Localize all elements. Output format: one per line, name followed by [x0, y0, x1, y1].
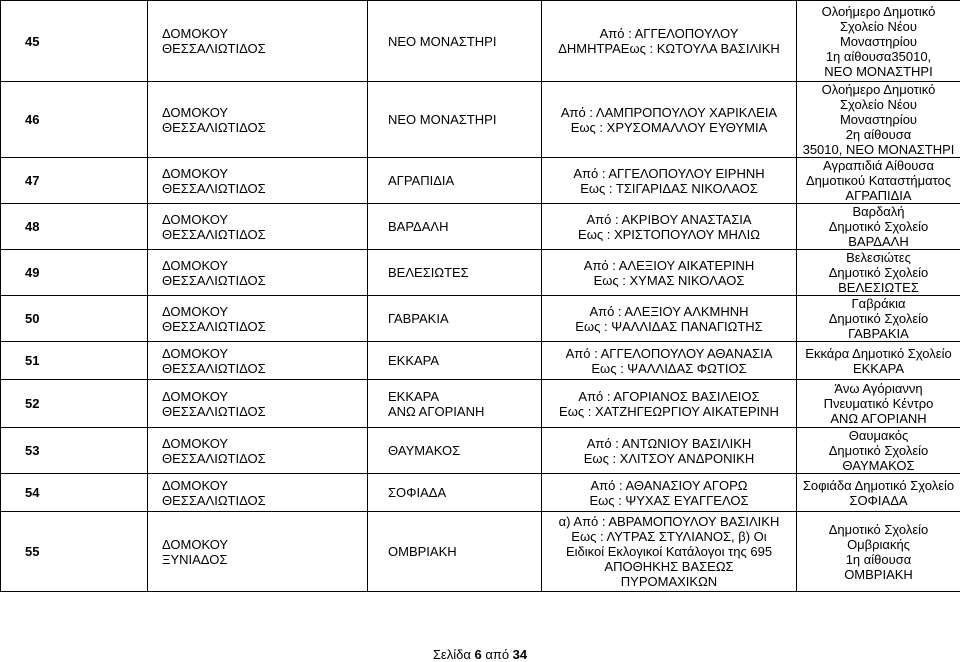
cell-line: ΑΠΟΘΗΚΗΣ ΒΑΣΕΩΣ	[604, 559, 734, 574]
cell-line: ΞΥΝΙΑΔΟΣ	[162, 551, 228, 567]
cell-line: Από : ΑΝΤΩΝΙΟΥ ΒΑΣΙΛΙΚΗ	[586, 435, 752, 451]
cell-line: Εως : ΧΛΙΤΣΟΥ ΑΝΔΡΟΝΙΚΗ	[583, 450, 755, 466]
cell-line: Από : ΑΓΓΕΛΟΠΟΥΛΟΥ ΑΘΑΝΑΣΙΑ	[565, 345, 773, 361]
row-number: 47	[1, 158, 148, 204]
locality-cell	[368, 296, 542, 342]
cell-line: ΘΑΥΜΑΚΟΣ	[388, 443, 461, 458]
voter-range-cell	[542, 158, 797, 204]
voter-range-cell	[542, 250, 797, 296]
locality-cell	[368, 158, 542, 204]
polling-place-cell	[797, 296, 960, 342]
polling-place-cell	[797, 342, 960, 380]
municipality-cell	[148, 204, 368, 250]
cell-line: ΝΕΟ ΜΟΝΑΣΤΗΡΙ	[388, 33, 497, 49]
cell-line: Μοναστηρίου	[839, 112, 918, 127]
row-number: 55	[1, 512, 148, 592]
polling-place-cell	[797, 1, 960, 82]
table-row	[1, 250, 960, 296]
cell-line: ΝΕΟ ΜΟΝΑΣΤΗΡΙ	[388, 112, 497, 127]
cell-line: 1η αίθουσα35010,	[825, 48, 932, 64]
table-row	[1, 1, 960, 82]
voter-range-cell	[542, 296, 797, 342]
cell-line: Μοναστηρίου	[839, 33, 918, 49]
cell-line: ΔΟΜΟΚΟΥ	[162, 211, 229, 227]
cell-line: ΠΥΡΟΜΑΧΙΚΩΝ	[620, 574, 718, 589]
table-row	[1, 342, 960, 380]
polling-place-cell	[797, 474, 960, 512]
table-row	[1, 428, 960, 474]
row-number: 45	[1, 1, 148, 82]
cell-line: ΑΓΡΑΠΙΔΙΑ	[845, 188, 912, 203]
locality-cell	[368, 428, 542, 474]
cell-line: Από : ΑΚΡΙΒΟΥ ΑΝΑΣΤΑΣΙΑ	[586, 211, 752, 227]
municipality-cell	[148, 512, 368, 592]
cell-line: 35010, ΝΕΟ ΜΟΝΑΣΤΗΡΙ	[802, 142, 955, 157]
cell-line: Από : ΑΘΑΝΑΣΙΟΥ ΑΓΟΡΩ	[590, 477, 748, 493]
cell-line: ΘΕΣΣΑΛΙΩΤΙΔΟΣ	[162, 41, 266, 56]
cell-line: ΑΝΩ ΑΓΟΡΙΑΝΗ	[388, 403, 485, 419]
table-row	[1, 204, 960, 250]
cell-line: ΘΕΣΣΑΛΙΩΤΙΔΟΣ	[162, 403, 266, 419]
cell-line: α) Από : ΑΒΡΑΜΟΠΟΥΛΟΥ ΒΑΣΙΛΙΚΗ	[558, 514, 780, 529]
footer-current-page: 6	[474, 647, 482, 662]
cell-line: Ολοήμερο Δημοτικό	[821, 82, 936, 97]
cell-line: Από : ΛΑΜΠΡΟΠΟΥΛΟΥ ΧΑΡΙΚΛΕΙΑ	[560, 104, 778, 120]
cell-line: Εως : ΨΑΛΛΙΔΑΣ ΦΩΤΙΟΣ	[591, 360, 747, 376]
cell-line: ΘΕΣΣΑΛΙΩΤΙΔΟΣ	[162, 226, 266, 242]
cell-line: ΔΗΜΗΤΡΑΕως : ΚΩΤΟΥΛΑ ΒΑΣΙΛΙΚΗ	[558, 41, 780, 56]
cell-line: ΑΓΡΑΠΙΔΙΑ	[388, 173, 455, 188]
voter-range-cell	[542, 342, 797, 380]
cell-line: Εως : ΤΣΙΓΑΡΙΔΑΣ ΝΙΚΟΛΑΟΣ	[580, 180, 758, 196]
locality-cell	[368, 1, 542, 82]
polling-place-cell	[797, 158, 960, 204]
table-row	[1, 296, 960, 342]
footer-total-pages: 34	[512, 647, 528, 662]
cell-line: Εως : ΧΡΥΣΟΜΑΛΛΟΥ ΕΥΘΥΜΙΑ	[570, 119, 768, 135]
municipality-cell	[148, 428, 368, 474]
cell-line: ΒΑΡΔΑΛΗ	[388, 219, 449, 234]
polling-place-cell	[797, 204, 960, 250]
cell-line: ΔΟΜΟΚΟΥ	[162, 165, 229, 181]
cell-line: ΣΟΦΙΑΔΑ	[388, 485, 447, 500]
cell-line: Από : ΑΓΓΕΛΟΠΟΥΛΟΥ	[599, 26, 739, 41]
table-row	[1, 380, 960, 428]
locality-cell	[368, 474, 542, 512]
cell-line: ΟΜΒΡΙΑΚΗ	[388, 544, 457, 559]
cell-line: Πνευματικό Κέντρο	[823, 396, 934, 411]
cell-line: Εως : ΛΥΤΡΑΣ ΣΤΥΛΙΑΝΟΣ, β) Οι	[571, 529, 767, 544]
municipality-cell	[148, 296, 368, 342]
cell-line: Εως : ΧΡΙΣΤΟΠΟΥΛΟΥ ΜΗΛΙΩ	[578, 226, 760, 242]
cell-line: ΒΕΛΕΣΙΩΤΕΣ	[838, 280, 919, 295]
cell-line: ΔΟΜΟΚΟΥ	[162, 257, 229, 273]
cell-line: ΘΕΣΣΑΛΙΩΤΙΔΟΣ	[162, 318, 266, 334]
cell-line: Ολοήμερο Δημοτικό	[821, 3, 936, 19]
cell-line: Αγραπιδιά Αίθουσα	[823, 158, 934, 173]
row-number: 54	[1, 474, 148, 512]
cell-line: Θαυμακός	[848, 428, 909, 443]
cell-line: ΔΟΜΟΚΟΥ	[162, 26, 229, 41]
voter-range-cell	[542, 204, 797, 250]
cell-line: Εως : ΧΥΜΑΣ ΝΙΚΟΛΑΟΣ	[593, 272, 745, 288]
cell-line: Εως : ΨΑΛΛΙΔΑΣ ΠΑΝΑΓΙΩΤΗΣ	[575, 318, 763, 334]
cell-line: ΘΕΣΣΑΛΙΩΤΙΔΟΣ	[162, 119, 266, 135]
footer-middle: από	[485, 647, 510, 662]
voter-range-cell	[542, 512, 797, 592]
municipality-cell	[148, 250, 368, 296]
cell-line: 2η αίθουσα	[845, 127, 912, 142]
cell-line: ΓΑΒΡΑΚΙΑ	[388, 311, 449, 326]
cell-line: Ειδικοί Εκλογικοί Κατάλογοι της 695	[565, 544, 773, 559]
municipality-cell	[148, 342, 368, 380]
locality-cell	[368, 204, 542, 250]
row-number: 49	[1, 250, 148, 296]
cell-line: Άνω Αγόριαννη	[834, 381, 923, 396]
voter-range-cell	[542, 82, 797, 158]
cell-line: ΕΚΚΑΡΑ	[388, 388, 440, 404]
cell-line: ΘΕΣΣΑΛΙΩΤΙΔΟΣ	[162, 180, 266, 196]
cell-line: Από : ΑΛΕΞΙΟΥ ΑΛΚΜΗΝΗ	[589, 303, 749, 319]
polling-place-cell	[797, 380, 960, 428]
municipality-cell	[148, 1, 368, 82]
cell-line: Σχολείο Νέου	[839, 18, 918, 34]
row-number: 50	[1, 296, 148, 342]
cell-line: ΘΕΣΣΑΛΙΩΤΙΔΟΣ	[162, 450, 266, 466]
cell-line: ΘΑΥΜΑΚΟΣ	[842, 458, 915, 473]
cell-line: ΒΑΡΔΑΛΗ	[848, 234, 909, 249]
cell-line: 1η αίθουσα	[845, 551, 912, 567]
voter-range-cell	[542, 1, 797, 82]
locality-cell	[368, 380, 542, 428]
cell-line: Βαρδαλή	[852, 204, 905, 219]
row-number: 52	[1, 380, 148, 428]
polling-place-cell	[797, 82, 960, 158]
locality-cell	[368, 342, 542, 380]
cell-line: ΔΟΜΟΚΟΥ	[162, 477, 229, 493]
cell-line: Από : ΑΓΟΡΙΑΝΟΣ ΒΑΣΙΛΕΙΟΣ	[578, 388, 760, 404]
cell-line: Δημοτικό Σχολείο	[828, 443, 929, 458]
cell-line: ΣΟΦΙΑΔΑ	[849, 492, 908, 508]
row-number: 51	[1, 342, 148, 380]
cell-line: Εκκάρα Δημοτικό Σχολείο	[805, 345, 952, 361]
cell-line: Δημοτικό Σχολείο	[828, 311, 929, 326]
cell-line: Από : ΑΓΓΕΛΟΠΟΥΛΟΥ ΕΙΡΗΝΗ	[573, 165, 765, 181]
page-footer	[0, 647, 960, 662]
cell-line: ΔΟΜΟΚΟΥ	[162, 388, 229, 404]
row-number: 46	[1, 82, 148, 158]
table-row	[1, 474, 960, 512]
municipality-cell	[148, 158, 368, 204]
cell-line: Δημοτικό Σχολείο	[828, 521, 929, 537]
cell-line: Δημοτικού Καταστήματος	[805, 173, 952, 188]
cell-line: ΔΟΜΟΚΟΥ	[162, 303, 229, 319]
polling-place-cell	[797, 250, 960, 296]
municipality-cell	[148, 380, 368, 428]
cell-line: ΕΚΚΑΡΑ	[388, 353, 440, 368]
municipality-cell	[148, 474, 368, 512]
locality-cell	[368, 250, 542, 296]
table-row	[1, 82, 960, 158]
cell-line: Ομβριακής	[847, 536, 910, 552]
locality-cell	[368, 512, 542, 592]
cell-line: ΔΟΜΟΚΟΥ	[162, 536, 229, 552]
cell-line: ΘΕΣΣΑΛΙΩΤΙΔΟΣ	[162, 360, 266, 376]
cell-line: ΑΝΩ ΑΓΟΡΙΑΝΗ	[830, 411, 927, 426]
cell-line: Από : ΑΛΕΞΙΟΥ ΑΙΚΑΤΕΡΙΝΗ	[583, 257, 755, 273]
cell-line: Δημοτικό Σχολείο	[828, 265, 929, 280]
row-number: 48	[1, 204, 148, 250]
cell-line: Εως : ΧΑΤΖΗΓΕΩΡΓΙΟΥ ΑΙΚΑΤΕΡΙΝΗ	[559, 403, 779, 419]
cell-line: Γαβράκια	[851, 296, 906, 311]
cell-line: ΕΚΚΑΡΑ	[852, 360, 905, 376]
locality-cell	[368, 82, 542, 158]
cell-line: ΟΜΒΡΙΑΚΗ	[844, 566, 913, 582]
municipality-cell	[148, 82, 368, 158]
cell-line: Εως : ΨΥΧΑΣ ΕΥΑΓΓΕΛΟΣ	[589, 492, 749, 508]
cell-line: ΔΟΜΟΚΟΥ	[162, 345, 229, 361]
polling-place-cell	[797, 512, 960, 592]
cell-line: ΓΑΒΡΑΚΙΑ	[848, 326, 909, 341]
footer-prefix: Σελίδα	[432, 647, 471, 662]
cell-line: Σχολείο Νέου	[839, 97, 918, 112]
table-row	[1, 158, 960, 204]
voter-range-cell	[542, 380, 797, 428]
polling-place-cell	[797, 428, 960, 474]
cell-line: ΔΟΜΟΚΟΥ	[162, 435, 229, 451]
cell-line: Δημοτικό Σχολείο	[828, 219, 929, 234]
table-row	[1, 512, 960, 592]
cell-line: ΘΕΣΣΑΛΙΩΤΙΔΟΣ	[162, 272, 266, 288]
cell-line: ΘΕΣΣΑΛΙΩΤΙΔΟΣ	[162, 492, 266, 508]
cell-line: ΝΕΟ ΜΟΝΑΣΤΗΡΙ	[824, 63, 933, 79]
cell-line: ΒΕΛΕΣΙΩΤΕΣ	[388, 265, 469, 280]
cell-line: Βελεσιώτες	[846, 250, 911, 265]
row-number: 53	[1, 428, 148, 474]
cell-line: ΔΟΜΟΚΟΥ	[162, 104, 229, 120]
voter-range-cell	[542, 474, 797, 512]
cell-line: Σοφιάδα Δημοτικό Σχολείο	[802, 477, 955, 493]
voter-range-cell	[542, 428, 797, 474]
